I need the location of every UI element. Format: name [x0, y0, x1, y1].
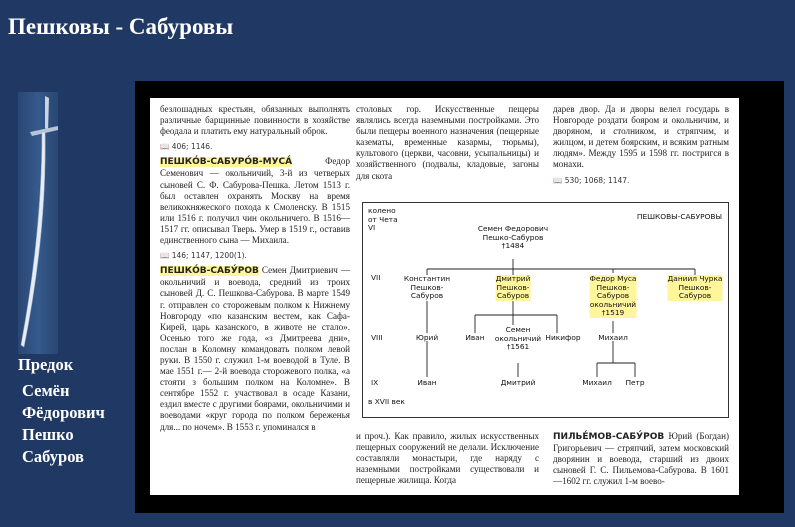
ancestor-name-line: Семён: [22, 381, 70, 400]
tree-node: Иван: [417, 378, 437, 387]
sword-image: [18, 92, 58, 354]
tree-node: Иван: [465, 333, 485, 342]
entry-heading: ПЕШКО́В-САБУРО́В-МУСА́: [160, 157, 293, 168]
encyclopedia-page: [150, 98, 739, 495]
entry-heading: ПИЛЬЕ́МОВ-САБУ́РОВ: [553, 432, 665, 442]
tree-node: Дмитрий: [500, 378, 536, 387]
knee-label: колено от Чета VI: [368, 206, 398, 233]
ancestor-caption: [18, 354, 105, 468]
entry-text: Семен Дмитриевич — окольничий и воевода, средний из троих сыновей Д. С. Пешкова-Сабурова. В марте 1549 г. отправлен со сторожевым полком к Нижнему Новгороду «по казанским вестем, как Сафа-Кирей, царь казанского, в животе не стало». Осенью того же года, «з Дмитреева дни», послан в Коломну командовать полком левой руки. В 1550 г. служил 1-м воеводой в Туле. В мае 1551 г.— 2-й воевода сторожевого полка, «а стояти з большим полком на Коломне». В сентябре 1552 г. участвовал в осаде Казани, ездил вместе с другими боярами, окольничими и воеводами «круг города по полком береженья для... по ночем». В 1553 г. упоминался в: [160, 265, 350, 432]
family-tree: [362, 202, 729, 418]
ancestor-label: Предок: [18, 355, 74, 374]
page-title: Пешковы - Сабуровы: [8, 14, 234, 39]
entry: [553, 431, 729, 487]
century-label: в XVII век: [368, 397, 405, 406]
book-icon: 📖: [160, 142, 170, 152]
entry: [160, 156, 350, 246]
tree-node: Петр: [625, 378, 645, 387]
paragraph: дарев двор. Да и дворы велел государь в Новгороде роздати бояром и окольничим, и дворяном, и столником, и стряпчим, и жилцом, и детем боярским, и всяким ратным людям». Между 1595 и 1598 гг. постригся в монахи.: [553, 104, 729, 170]
tree-node: Семен окольничий †1561: [494, 325, 542, 352]
column-middle-top: [356, 104, 539, 182]
tree-node: Михаил: [582, 378, 612, 387]
ancestor-name-line: Пешко: [22, 425, 74, 444]
paragraph: столовых гор. Искусственные пещеры являлись всегда наземными постройками. Это были пещеры военного назначения (пещерные казематы, временные казармы, тюрьмы), культового (церкви, часовни, усыпальницы) и хозяйственного (подвалы, кладовые, загоны для скота: [356, 104, 539, 181]
entry-text: Федор Семенович — окольничий, 3-й из четверых сыновей С. Ф. Сабурова-Пешка. Летом 1513 г. был оставлен охранять Москву на время великокняжеского похода к Смоленску. В 1515 или 1516 г. получил чин окольничего. В 1516—1517 гг. описывал Тверь. Умер в 1519 г., оставив единственного сына — Михаила.: [160, 156, 350, 246]
tree-node-highlighted: Федор Муса Пешков- Сабуров окольничий †1519: [589, 274, 637, 318]
book-icon: 📖: [553, 175, 563, 185]
generation-label: IX: [371, 378, 379, 387]
tree-node: Михаил: [598, 333, 628, 342]
ancestor-name-line: Фёдорович: [22, 403, 105, 422]
tree-node-highlighted: Дмитрий Пешков- Сабуров: [495, 274, 531, 301]
column-right-bottom: [553, 431, 729, 487]
column-middle-bottom: [356, 431, 539, 486]
generation-label: VII: [371, 273, 381, 282]
generation-label: VIII: [371, 333, 383, 342]
tree-node: Никифор: [545, 333, 581, 342]
tree-node-root: Семен Федорович Пешко-Сабуров †1484: [477, 224, 549, 251]
entry-text: Юрий (Богдан) Григорьевич — стряпчий, затем московский дворянин и воевода, старший из двоих сыновей Г. С. Пильемова-Сабурова. В 1601—1602 гг. служил 1-м воево-: [553, 431, 729, 487]
column-left: [160, 104, 350, 433]
ancestor-name-line: Сабуров: [22, 447, 84, 466]
paragraph: и проч.). Как правило, жилых искусственных пещерных сооружений не делали. Исключение составляли монастыри, где наряду с наземными постройками существовали и пещерные жилища. Когда: [356, 431, 539, 486]
paragraph: безлошадных крестьян, обязанных выполнять различные барщинные повинности в хозяйстве феодала и платить ему натуральный оброк.: [160, 104, 350, 137]
reference: 📖 146; 1147, 1200(1).: [160, 251, 247, 261]
tree-title: ПЕШКОВЫ-САБУРОВЫ: [636, 212, 722, 221]
tree-node: Юрий: [415, 333, 439, 342]
reference: 📖 406; 1146.: [160, 142, 213, 152]
book-icon: 📖: [160, 251, 170, 261]
column-right-top: [553, 104, 729, 190]
reference: 📖 530; 1068; 1147.: [553, 175, 630, 185]
tree-node-highlighted: Даниил Чурка Пешков- Сабуров: [667, 274, 723, 301]
tree-node: Константин Пешков- Сабуров: [403, 274, 451, 301]
entry-heading: ПЕШКО́В-САБУ́РОВ: [160, 266, 259, 277]
entry: [160, 265, 350, 432]
